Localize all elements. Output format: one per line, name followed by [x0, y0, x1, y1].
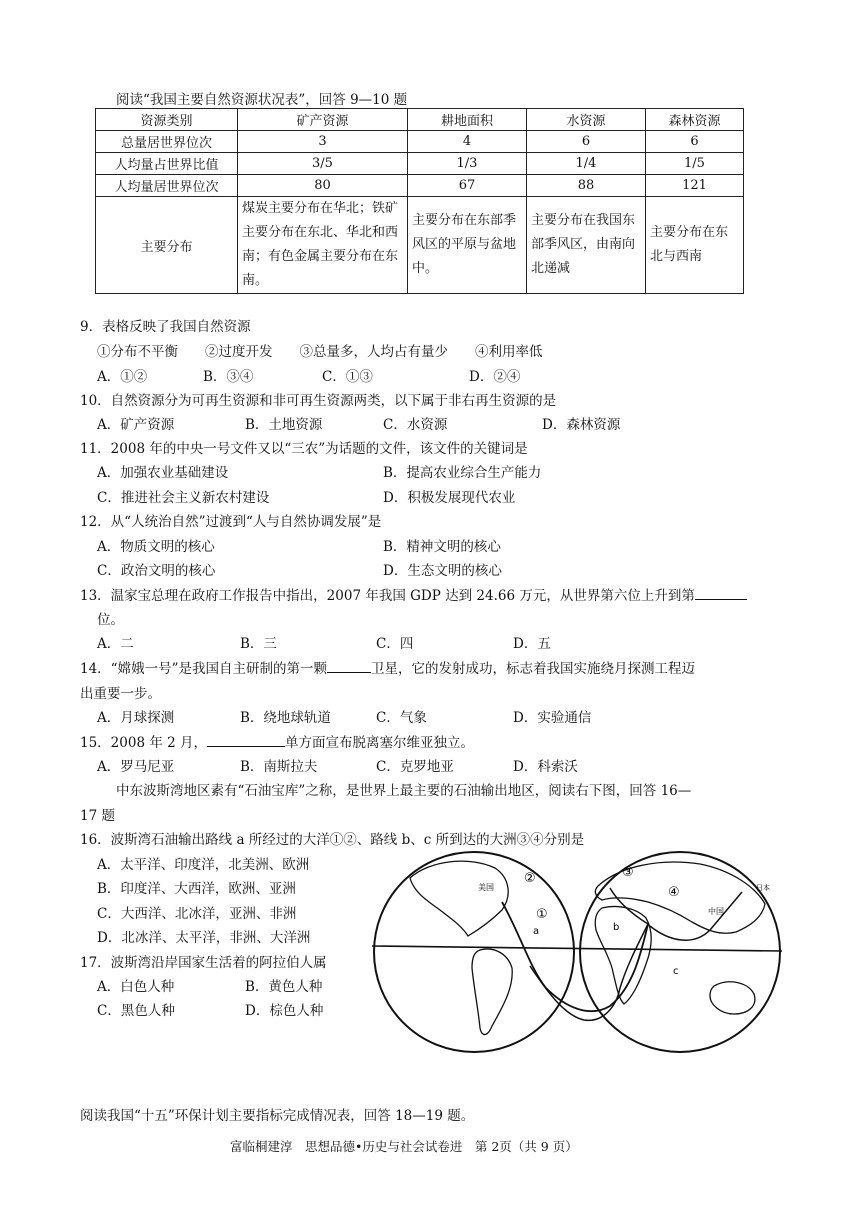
- table-header-cell: 耕地面积: [408, 109, 527, 131]
- table-cell: 1/3: [408, 153, 527, 175]
- china-label: 中国: [708, 907, 724, 916]
- table-cell: 4: [408, 131, 527, 153]
- continent-4-label: ④: [668, 885, 680, 900]
- route-a-secondary-line: [530, 924, 648, 1020]
- q10-stem: 10．自然资源分为可再生资源和非可再生资源两类，以下属于非右再生资源的是: [80, 393, 557, 409]
- q12-option-c: C．政治文明的核心: [97, 563, 216, 579]
- q15-blank: [207, 734, 285, 747]
- q11-option-d: D．积极发展现代农业: [383, 490, 516, 506]
- q16-option-d: D．北冰洋、太平洋，非洲、大洋洲: [97, 930, 311, 946]
- q16-option-a: A．太平洋、印度洋，北美洲、欧洲: [97, 857, 310, 873]
- q9-option-d: D．②④: [469, 369, 521, 385]
- table-cell: 121: [646, 175, 744, 197]
- q14-option-a: A．月球探测: [97, 710, 175, 726]
- q14-stem-post: 卫星，它的发射成功，标志着我国实施绕月探测工程迈: [370, 661, 695, 677]
- japan-label: 日本: [756, 884, 770, 892]
- q17-stem: 17．波斯湾沿岸国家生活着的阿拉伯人属: [80, 955, 327, 971]
- eastern-hemisphere: [580, 852, 780, 1052]
- page-footer: 富临桐建淳 思想品德•历史与社会试卷进 第 2页（共 9 页）: [230, 1139, 578, 1154]
- q15-stem-post: 单方面宣布脱离塞尔维亚独立。: [285, 735, 474, 751]
- q12-option-d: D．生态文明的核心: [383, 563, 502, 579]
- table-cell-water: 主要分布在我国东部季风区，由南向北递减: [527, 197, 646, 294]
- western-hemisphere: [374, 852, 574, 1052]
- table-header-row: [96, 109, 744, 131]
- table-row: [96, 153, 744, 175]
- intro-18-19: 阅读我国“十五”环保计划主要指标完成情况表，回答 18—19 题。: [80, 1108, 475, 1124]
- continent-3-label: ③: [622, 865, 634, 880]
- table-header-cell: 资源类别: [96, 109, 238, 131]
- q11-option-c: C．推进社会主义新农村建设: [97, 490, 270, 506]
- table-row: [96, 175, 744, 197]
- table-cell: 88: [527, 175, 646, 197]
- q10-option-a: A．矿产资源: [97, 417, 175, 433]
- q16-option-c: C．大西洋、北冰洋，亚洲、非洲: [97, 906, 297, 922]
- q10-option-b: B．土地资源: [245, 417, 323, 433]
- q15-stem-pre: 15．2008 年 2 月，: [80, 735, 207, 751]
- q17-option-b: B．黄色人种: [245, 979, 323, 995]
- route-a-label: a: [533, 926, 540, 937]
- q15-option-a: A．罗马尼亚: [97, 759, 175, 775]
- q13-option-a: A．二: [97, 636, 134, 652]
- q13-stem-text: 13．温家宝总理在政府工作报告中指出，2007 年我国 GDP 达到 24.66 万元，从世界第六位上升到第: [80, 588, 695, 604]
- q9-statements: ①分布不平衡 ②过度开发 ③总量多，人均占有量少 ④利用率低: [97, 344, 543, 360]
- q14-option-c: C．气象: [376, 710, 427, 726]
- table-cell: 80: [238, 175, 408, 197]
- q10-option-d: D．森林资源: [542, 417, 621, 433]
- q14-option-b: B．绕地球轨道: [240, 710, 331, 726]
- q9-option-b: B．③④: [203, 369, 254, 385]
- table-cell: 1/5: [646, 153, 744, 175]
- q9-stem: 9．表格反映了我国自然资源: [80, 319, 251, 335]
- table-cell-forest: 主要分布在东北与西南: [646, 197, 744, 294]
- route-c-label: c: [673, 966, 679, 977]
- q14-option-d: D．实验通信: [513, 710, 592, 726]
- q15-stem: [80, 731, 474, 751]
- q17-option-a: A．白色人种: [97, 979, 175, 995]
- q11-stem: 11．2008 年的中央一号文件又以“三农”为话题的文件，该文件的关键词是: [80, 441, 528, 457]
- table-header-cell: 矿产资源: [238, 109, 408, 131]
- route-a-line: [502, 902, 648, 1011]
- table-header-cell: 森林资源: [646, 109, 744, 131]
- intro-16-17-line1: 中东波斯湾地区素有“石油宝库”之称，是世界上最主要的石油输出地区，阅读右下图，回答 16—: [116, 783, 692, 799]
- q11-option-b: B．提高农业综合生产能力: [383, 465, 542, 481]
- q12-option-b: B．精神文明的核心: [383, 539, 501, 555]
- q15-option-b: B．南斯拉夫: [240, 759, 318, 775]
- route-b-label: b: [613, 922, 620, 933]
- q9-option-c: C．①③: [322, 369, 373, 385]
- q13-option-b: B．三: [240, 636, 277, 652]
- q16-option-b: B．印度洋、大西洋，欧洲、亚洲: [97, 881, 296, 897]
- q12-option-a: A．物质文明的核心: [97, 539, 215, 555]
- q14-stem-pre: 14．“嫦娥一号”是我国自主研制的第一颗: [80, 661, 327, 677]
- q11-option-a: A．加强农业基础建设: [97, 465, 229, 481]
- q13-option-d: D．五: [513, 636, 551, 652]
- q15-option-d: D．科索沃: [513, 759, 578, 775]
- q13-stem: [80, 584, 747, 604]
- q13-blank: [695, 587, 747, 600]
- australia-outline: [710, 982, 755, 1014]
- table-cell-farmland: 主要分布在东部季风区的平原与盆地中。: [408, 197, 527, 294]
- q13-option-c: C．四: [376, 636, 414, 652]
- intro-9-10: 阅读“我国主要自然资源状况表”，回答 9—10 题: [116, 92, 408, 108]
- resource-table: [95, 108, 744, 294]
- table-cell: 6: [646, 131, 744, 153]
- q14-blank: [327, 660, 371, 673]
- q17-option-d: D．棕色人种: [245, 1003, 324, 1019]
- south-america-outline: [472, 949, 512, 1035]
- q10-option-c: C．水资源: [383, 417, 448, 433]
- q17-option-c: C．黑色人种: [97, 1003, 175, 1019]
- q12-stem: 12．从“人统治自然”过渡到“人与自然协调发展”是: [80, 514, 382, 530]
- table-cell-minerals: 煤炭主要分布在华北；铁矿主要分布在东北、华北和西南；有色金属主要分布在东南。: [238, 197, 408, 294]
- table-cell: 主要分布: [96, 197, 238, 294]
- table-cell: 6: [527, 131, 646, 153]
- oil-route-world-map: [370, 838, 790, 1068]
- table-row: [96, 131, 744, 153]
- intro-16-17-line2: 17 题: [80, 808, 115, 824]
- table-cell: 总量居世界位次: [96, 131, 238, 153]
- table-cell: 1/4: [527, 153, 646, 175]
- q13-stem-end: 位。: [97, 612, 124, 628]
- ocean-2-label: ②: [524, 871, 536, 886]
- table-cell: 人均量居世界位次: [96, 175, 238, 197]
- equator-line: [372, 946, 782, 951]
- north-america-outline: [410, 861, 508, 936]
- q9-option-a: A．①②: [97, 369, 148, 385]
- table-cell: 人均量占世界比值: [96, 153, 238, 175]
- q15-option-c: C．克罗地亚: [376, 759, 454, 775]
- table-cell: 3/5: [238, 153, 408, 175]
- ocean-1-label: ①: [536, 907, 548, 922]
- q14-stem-end: 出重要一步。: [80, 686, 161, 702]
- table-cell: 67: [408, 175, 527, 197]
- q16-stem: 16．波斯湾石油输出路线 a 所经过的大洋①②、路线 b、c 所到达的大洲③④分别是: [80, 832, 585, 848]
- usa-label: 美国: [478, 883, 494, 892]
- table-cell: 3: [238, 131, 408, 153]
- q14-stem: [80, 657, 695, 677]
- table-header-cell: 水资源: [527, 109, 646, 131]
- table-row-distribution: [96, 197, 744, 294]
